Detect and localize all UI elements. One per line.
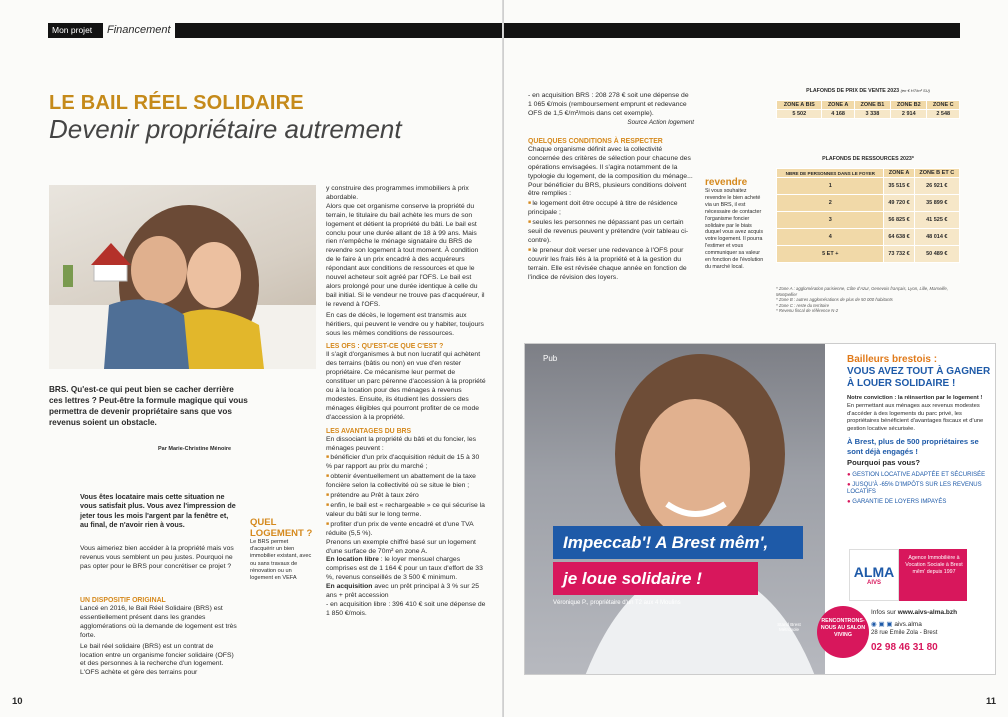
condition-item: ■ seules les personnes ne dépassant pas un certain seuil de revenus peuvent y prétendre (voir tableau ci-contre). <box>528 218 694 246</box>
advantage-item: ■ enfin, le bail est « rechargeable » ce qui sécurise la valeur du bâti sur le long terme. <box>326 501 486 520</box>
table2-cell: 2 <box>777 195 884 212</box>
advantages-intro: En dissociant la propriété du bâti et du foncier, les ménages peuvent : <box>326 435 476 452</box>
col2-p1: y construire des programmes immobiliers à prix abordable. <box>326 185 469 201</box>
ad-slogan-2: je loue solidaire ! <box>553 562 758 595</box>
lead-text: Vous aimeriez bien accéder à la propriété mais vos revenus vous semblent un peu justes. Pourquoi ne pas opter pour le BRS pour concrétiser ce projet ? <box>80 545 234 570</box>
conditions-p1: Chaque organisme définit avec la collectivité concernée des critères de sélection pour chacune des opérations envisagées. Il s'agira notamment de la typologie du logement, de la composition du ménage... <box>528 145 693 180</box>
table-note: * Revenu fiscal de référence N-2 <box>776 308 839 314</box>
left-page <box>0 0 503 717</box>
table2-title: PLAFONDS DE RESSOURCES 2023* <box>822 156 914 162</box>
conditions-p2: Pour bénéficier du BRS, plusieurs conditions doivent être remplies : <box>528 181 687 198</box>
check-icon: ● <box>847 472 853 479</box>
ad-why: Pourquoi pas vous? <box>847 458 920 468</box>
table2-cell: 49 720 € <box>884 195 914 212</box>
location-text: : le loyer mensuel charges comprises est de 1 164 € pour un taux d'effort de 33 %, revenus conseillés de 3 500 € minimum. <box>326 556 483 582</box>
table-notes <box>776 286 960 314</box>
table1-header: ZONE A BIS <box>777 101 822 110</box>
social-line <box>871 620 922 628</box>
table1-header: ZONE A <box>822 101 854 110</box>
acquisition-item: - en acquisition libre : 396 410 € soit une dépense de 1 850 €/mois. <box>326 600 486 617</box>
dispositif-p1: Lancé en 2016, le Bail Réel Solidaire (BRS) est essentiellement présent dans les grandes agglomérations où la demande de logement est très forte. <box>80 605 237 639</box>
ofs-text: Il s'agit d'organismes à but non lucratif qui achètent des terrains (bâtis ou non) en vue d'en rester propriétaire. Ce mécanisme leur permet de constituer un parc pérenne d'accession à la propriété ou à la location pour des ménages à revenus modestes. Ensuite, ils étudient les dossiers des ménages éligibles qui pourront profiter de ce mode d'accession à la propriété. <box>326 351 486 421</box>
agency-text: Agence Immobilière à Vocation Sociale à Brest mêm' depuis 1997 <box>905 555 963 575</box>
table2-cell: 35 515 € <box>884 178 914 195</box>
social-icons: ◉ ▣ ▣ <box>871 621 895 628</box>
social-handle[interactable]: aivs.alma <box>894 621 922 628</box>
table2-header: ZONE B ET C <box>914 169 959 178</box>
ad-body: En permettant aux ménages aux revenus modestes d'accéder à des logements du parc privé, les propriétaires bénéficient d'avantages fiscaux et d'une gestion locative sécurisée. <box>847 403 984 432</box>
dispositif-section <box>80 596 238 678</box>
table-note: * Zone C : reste du territoire <box>776 302 830 308</box>
ad-count: À Brest, plus de 500 propriétaires se sont déjà engagés ! <box>847 437 979 456</box>
condition-item: ■ le preneur doit verser une redevance à l'OFS pour couvrir les frais liés à la propriété et à la gestion du terrain. Elle est révisée chaque année en fonction de l'indice de révision des loyers. <box>528 246 694 283</box>
revendre-title: revendre <box>705 177 748 188</box>
ad-benefit <box>847 482 992 497</box>
alma-advertisement <box>524 343 996 675</box>
byline: Par Marie-Christine Ménoire <box>158 446 232 452</box>
table2-cell: 4 <box>777 229 884 246</box>
ad-benefit-text: GESTION LOCATIVE ADAPTÉE ET SÉCURISÉE <box>852 472 986 479</box>
page-number-left: 10 <box>12 696 23 707</box>
table2-cell: 50 489 € <box>914 246 959 263</box>
table2-cell: 26 921 € <box>914 178 959 195</box>
brs-text: - en acquisition BRS : 208 278 € soit une dépense de 1 065 €/mois (remboursement emprunt et redevance OFS de 1,5 €/m²/mois dans cet exemple). <box>528 92 689 117</box>
dispositif-heading: UN DISPOSITIF ORIGINAL <box>80 597 166 604</box>
table2-header: NBRE DE PERSONNES DANS LE FOYER <box>777 169 884 178</box>
table1-title-row <box>776 88 960 94</box>
ofs-heading: LES OFS : QU'EST-CE QUE C'EST ? <box>326 343 444 351</box>
income-ceilings-table <box>776 168 960 263</box>
table1-cell: 3 338 <box>854 110 890 119</box>
info-line <box>871 609 957 616</box>
alma-logo-block <box>849 549 967 601</box>
section-tag: Mon projet <box>48 24 96 37</box>
right-column-one <box>528 92 694 283</box>
table1-title: PLAFONDS DE PRIX DE VENTE 2023 <box>806 88 900 94</box>
conditions-heading: QUELQUES CONDITIONS À RESPECTER <box>528 137 663 145</box>
ad-conviction: Notre conviction : la réinsertion par le logement ! <box>847 395 983 401</box>
ad-quote: Véronique P., propriétaire d'un T2 aux 4 Moulins <box>553 600 681 606</box>
dispositif-p2: Le bail réel solidaire (BRS) est un contrat de location entre un organisme foncier solidaire (OFS) et des personnes à la recherche d'un logement. L'OFS achète et gère des terrains pour <box>80 642 234 677</box>
location-paragraph <box>326 556 486 583</box>
acquisition-label: En acquisition <box>326 583 373 591</box>
intro-text: BRS. Qu'est-ce qui peut bien se cacher derrière ces lettres ? Peut-être la formule magique qui vous permettra de devenir propriétaire sans que vos revenus soient un obstacle. <box>49 385 248 427</box>
col2-p2: Alors que cet organisme conserve la propriété du terrain, le titulaire du bail achète les murs de son logement et détient la propriété du bâti. Le bail est conclu pour une durée allant de 18 à 99 ans. Mais rien n'empêche le ménage signataire du BRS de revendre son logement à tout moment. À condition de le faire à un prix encadré à des acquéreurs répondant aux conditions de ressources et que le nouvel acheteur soit agréé par l'OFS. Le bail est alors prolongé pour une durée identique à celle du bail initial. Si le vendeur ne trouve pas d'acquéreur, il le revend à l'OFS. <box>326 202 485 308</box>
table1-header: ZONE B2 <box>891 101 927 110</box>
ad-benefit <box>847 499 992 507</box>
ad-slogan-1: Impeccab'! A Brest mêm', <box>553 526 803 559</box>
sidebar-title: QUEL LOGEMENT ? <box>250 517 313 539</box>
table2-cell: 48 014 € <box>914 229 959 246</box>
advantage-item: ■ profiter d'un prix de vente encadré et d'une TVA réduite (5,5 %). <box>326 520 486 539</box>
col2-p3: En cas de décès, le logement est transmis aux héritiers, qui peuvent le vendre ou y habiter, toujours sous les mêmes conditions de ressources. <box>326 311 484 337</box>
table2-cell: 64 638 € <box>884 229 914 246</box>
info-label: Infos sur <box>871 609 896 616</box>
table2-cell: 73 732 € <box>884 246 914 263</box>
table-note: * Zone B : autres agglomérations de plus de 50 000 habitants <box>776 297 893 303</box>
table1-header: ZONE B1 <box>854 101 890 110</box>
condition-item: ■ le logement doit être occupé à titre de résidence principale ; <box>528 199 694 218</box>
table2-header: ZONE A <box>884 169 914 178</box>
revendre-text: Si vous souhaitez revendre le bien acheté via un BRS, il est nécessaire de contacter l'organisme foncier solidaire par le biais duquel vous avez acquis votre logement. Il pourra l'estimer et vous communiquer sa valeur en fonction de l'évolution du marché local. <box>705 188 764 270</box>
article-title: LE BAIL RÉEL SOLIDAIRE <box>49 92 304 114</box>
price-ceilings-table <box>776 100 960 119</box>
table2-cell: 3 <box>777 212 884 229</box>
quel-logement-sidebar <box>250 518 314 582</box>
table2-cell: 1 <box>777 178 884 195</box>
website-link[interactable]: www.aivs-alma.bzh <box>897 609 958 616</box>
table1-cell: 4 168 <box>822 110 854 119</box>
ad-text-panel <box>847 354 992 507</box>
location-label: En location libre <box>326 556 379 564</box>
stand-label: Stand Brest Métropole <box>777 622 801 632</box>
table1-unit: (en € HT/m² SU) <box>900 88 930 93</box>
table2-cell: 35 899 € <box>914 195 959 212</box>
acquisition-text: avec un prêt principal à 3 % sur 25 ans + prêt accession <box>326 583 479 600</box>
alma-logo <box>849 549 899 601</box>
table1-cell: 2 548 <box>927 110 960 119</box>
sidebar-text: Le BRS permet d'acquérir un bien immobilier existant, avec ou sans travaux de rénovation ou un logement en VEFA <box>250 539 312 582</box>
table1-header: ZONE C <box>927 101 960 110</box>
ad-address: 28 rue Emile Zola - Brest <box>871 630 938 636</box>
advantage-item: ■ bénéficier d'un prix d'acquisition réduit de 15 à 30 % par rapport au prix du marché ; <box>326 453 486 472</box>
check-icon: ● <box>847 481 853 488</box>
advantage-item: ■ obtenir éventuellement un abattement de la taxe foncière selon la collectivité où se situe le bien ; <box>326 472 486 491</box>
acquisition-paragraph <box>326 583 486 601</box>
check-icon: ● <box>847 498 853 505</box>
ad-benefit <box>847 472 992 480</box>
table1-cell: 5 502 <box>777 110 822 119</box>
page-number-right: 11 <box>985 696 996 707</box>
header-band-right <box>504 23 960 38</box>
ad-benefit-text: GARANTIE DE LOYERS IMPAYÉS <box>852 498 947 505</box>
revendre-sidebar <box>705 177 767 271</box>
couple-photo <box>49 185 316 369</box>
example-text: Prenons un exemple chiffré basé sur un logement d'une surface de 70m² en zone A. <box>326 538 476 555</box>
table2-cell: 5 ET + <box>777 246 884 263</box>
alma-brand-sub: AIVS <box>866 580 881 586</box>
table-note: * Zone A : agglomération parisienne, Côte d'Azur, Genevois français, Lyon, Lille, Marseille, Montpellier <box>776 286 948 297</box>
source-text: Source Action logement <box>627 118 694 126</box>
lead-bold: Vous êtes locataire mais cette situation ne vous satisfait plus. Vous avez l'impression de jeter tous les mois l'argent par la fenêtre et, au final, de n'avoir rien à vous. <box>80 492 236 530</box>
advantages-heading: LES AVANTAGES DU BRS <box>326 427 412 435</box>
category-label: Financement <box>103 21 175 39</box>
alma-brand: ALMA <box>853 564 895 580</box>
article-subtitle: Devenir propriétaire autrement <box>49 114 402 144</box>
ad-benefit-text: JUSQU'À -65% D'IMPÔTS SUR LES REVENUS LOCATIFS <box>847 481 982 496</box>
table1-cell: 2 914 <box>891 110 927 119</box>
ad-phone[interactable]: 02 98 46 31 80 <box>871 642 938 653</box>
table2-cell: 56 825 € <box>884 212 914 229</box>
ad-title-1: Bailleurs brestois : <box>847 354 938 365</box>
ad-title-2: VOUS AVEZ TOUT À GAGNER À LOUER SOLIDAIRE ! <box>847 366 991 389</box>
pub-label: Pub <box>543 354 558 363</box>
column-two <box>326 185 486 619</box>
advantage-item: ■ prétendre au Prêt à taux zéro <box>326 491 486 501</box>
table2-cell: 41 525 € <box>914 212 959 229</box>
salon-badge: RENCONTRONS-NOUS AU SALON VIVING <box>817 606 869 658</box>
